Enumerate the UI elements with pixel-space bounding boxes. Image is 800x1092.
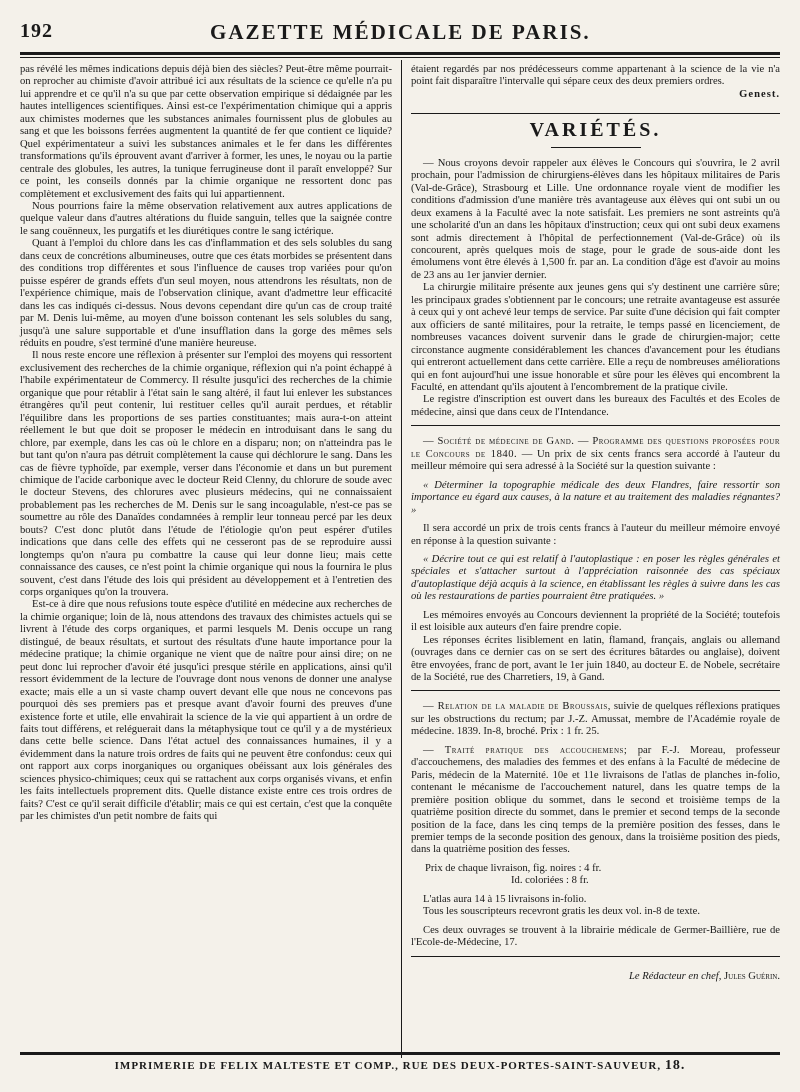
relation-heading: — Relation de la maladie de Broussais, bbox=[423, 701, 611, 713]
item-divider bbox=[411, 690, 780, 691]
contest-question-2: « Décrire tout ce qui est relatif à l'autoplastique : en poser les règles générales et spéciales et s'attacher surtout à l'appréciation raisonnée des cas spéciaux d'autoplastique déjà acquis à la science, en établissant les règles à suivre dans les cas où les restaurations de parties pourraient être pratiquées. » bbox=[411, 553, 780, 603]
right-column bbox=[411, 64, 780, 983]
title-underline bbox=[551, 147, 641, 148]
section-title: VARIÉTÉS. bbox=[529, 119, 662, 142]
editor-name: Jules Guérin. bbox=[724, 970, 780, 982]
column-divider bbox=[401, 60, 402, 1058]
societe-heading: — Société de médecine de Gand. — Programme des questions proposées pour le Concours de 1840. bbox=[411, 436, 780, 460]
news-paragraph: La chirurgie militaire présente aux jeunes gens qui s'y destinent une carrière sûre; les principaux grades s'obtiennent par le concours; une retraite avantageuse est assurée à ceux qui y ont achevé leur temps de service. Par suite d'une décision qui fait compter aux officiers de santé militaires, pour la retraite, le temps passé en licenciement, de nombreuses vacances doivent survenir dans le grade de chirurgien-major; cette circonstance augmente considérablement les chances d'avancement pour les étudians qui entreront actuellement dans cette carrière. Elle a reçu de nombreuses améliorations qui en font aujourd'hui une issue honorable et sûre pour les élèves qui encombrent la Faculté, en attendant qu'ils ajoutent à l'encombrement de la pratique civile. bbox=[411, 282, 780, 393]
traite-heading: — Traité pratique des accouchemens; bbox=[423, 744, 628, 756]
relation-text: suivie de quelques réflexions pratiques sur les obstructions du rectum; par J.-Z. Amussat, membre de l'Académie royale de médecine. 1839. In-8, broché. Prix : 1 fr. 25. bbox=[411, 701, 780, 738]
book-notice-traite bbox=[411, 745, 780, 857]
atlas-note: L'atlas aura 14 à 15 livraisons in-folio. bbox=[423, 893, 587, 905]
item-divider bbox=[411, 425, 780, 426]
page-header bbox=[20, 12, 780, 52]
journal-title: GAZETTE MÉDICALE DE PARIS. bbox=[210, 20, 591, 44]
article-paragraph: pas révélé les mêmes indications depuis déjà bien des siècles? Peut-être même pourrait-on reprocher au chimiste d'avoir attribué ici aux résultats de la science ce qu'elle n'a pu lui apprendre et ce qu'il n'a su que par cette observation empirique si dédaignée par les hautes intelligences scientifiques. Ainsi est-ce l'expérimentation chimique qui a appris aux chimistes modernes que les substances animales fournissent plus de globules au sang et que les boissons ferrées augmentent la quantité de fer que contient ce liquide? Quel expérimentateur a suivi les substances animales et le fer dans les différentes transformations qu'ils éprouvent avant d'arriver à former, les unes, le noyau ou la partie centrale des globules, les autres, la tunique ferrugineuse dont il paraît enveloppé? Sur ce point, les conseils donnés par la chimie organique ne ressortent donc pas complètement et exclusivement des faits qui lui appartiennent. bbox=[20, 64, 392, 200]
header-rule-thin bbox=[20, 57, 780, 58]
article-paragraph: Il nous reste encore une réflexion à présenter sur l'emploi des moyens qui ressortent exclusivement des recherches de la chimie organique, réflexion qui n'a point échappé à l'habile expérimentateur de Commercy. Il résulte jusqu'ici des recherches de la chimie organique que pour rétablir à l'état sain le sang altéré, il faut lui enlever les substances étrangères qu'il peut contenir, lui restituer celles qu'il aurait perdues, et rétablir l'équilibre dans les proportions de ses parties constituantes; mais aura-t-on atteint réellement le but que doit se proposer le médecin en introduisant dans le sang du chlore, par exemple, dans les cas où le chlore en a disparu; non; on n'atteindra pas le but tant qu'on n'aura pas détruit complètement la cause qui déchlorure le sang. Dans les cas de fièvre typhoïde, par exemple, verser dans l'économie et dans un but purement chimique de l'acide carbonique avec le docteur Reid Clenny, du chlorure de soude avec le docteur Stevens, des chlorures avec plusieurs médecins, qui ne connaissaient probablement pas les recherches de M. Denis sur le sang incoagulable, n'est-ce pas se soumettre au rôle des Danaïdes condamnées à remplir leur tonneau percé par les deux bouts? C'est donc plutôt dans l'étude de l'étiologie qu'on peut espérer d'utiles indications que dans celle des effets qui ne cesseront pas de se reproduire aussi longtemps qu'on n'aura pu combattre la cause qui leur donne lieu; mais cette connaissance des causes, ce n'est point la chimie organique qui nous la fournira le plus souvent, c'est dans l'étude des lois qui président au développement et à l'entretien des corps organiques qu'on la trouvera. bbox=[20, 350, 392, 599]
subscribers-note: Tous les souscripteurs recevront gratis les deux vol. in-8 de texte. bbox=[423, 906, 700, 918]
contest-rules-2: Les réponses écrites lisiblement en latin, flamand, français, anglais ou allemand (ouvrages dans ce dernier cas on se sert des écritures bâtardes ou anglaise), doivent être envoyées, franc de port, avant le 1er juin 1840, au docteur E. de Nobele, secrétaire de la Société, rue des Charretiers, 19, à Gand. bbox=[411, 634, 780, 684]
footer-rule bbox=[20, 1052, 780, 1055]
traite-text: par F.-J. Moreau, professeur d'accouchemens, des maladies des femmes et des enfans à la Faculté de médecine de Paris, médecin de la Maternité. 10e et 11e livraisons de l'atlas de planches in-folio, contenant le mécanisme de l'accouchement naturel, dans les quatre temps de la première position oblique du sommet, dans le second et troisième temps de la quatrième position directe du sommet, dans le premier et second temps de la seconde position de la face, dans les cinq temps de la première position des fesses, dans le premier temps de la seconde position des genoux, dans la troisième position des pieds, dans la quatrième position des fesses. bbox=[411, 744, 780, 856]
newspaper-page bbox=[20, 12, 780, 1082]
price-line-2: Id. coloriées : 8 fr. bbox=[511, 875, 589, 887]
article-paragraph: Est-ce à dire que nous refusions toute espèce d'utilité en médecine aux recherches de la chimie organique; loin de là, nous attendons des travaux des chimistes actuels qui se livrent à l'étude des corps organiques, et parmi lesquels M. Denis occupe un rang distingué, de beaux résultats, et surtout des résultats d'une haute importance pour la médecine pratique; la chimie organique ne vient que de naître pour ainsi dire; on ne peut donc lui reprocher d'avoir été jusqu'ici presque stérile en applications, ainsi qu'il ressort évidemment de la lecture de l'ouvrage dont nous venons de donner une analyse exacte; mais elle a un si vaste champ ouvert devant elle que nous ne concevons pas pourquoi dès ses premiers pas et presque avant d'avoir fourni des preuves d'une existence forte et utile, elle envahirait la science de la vie qui appartient à un ordre de faits tout différens, et reléguerait dans la métaphysique tout ce qu'il y a de mystérieux dans cette belle science. Dans l'état actuel des connaissances humaines, il y a évidemment dans la nature trois ordres de faits qui ne peuvent être confondus: ceux qui ont rapport aux corps inorganiques ou organiques obéissant aux lois générales des sciences physico-chimiques; ceux qui se rattachent aux corps organisés vivans, et enfin les faits intellectuels proprement dits. Quelle distance existe entre ces trois ordres de faits? C'est ce qu'il serait difficile d'établir; mais ce qui est certain, c'est que la conquête par les chimistes d'un petit nombre de faits qui bbox=[20, 599, 392, 823]
book-notice-relation bbox=[411, 701, 780, 738]
section-divider bbox=[411, 113, 780, 114]
editor-label: Le Rédacteur en chef, bbox=[629, 970, 722, 982]
header-rule bbox=[20, 52, 780, 55]
prize-text: Il sera accordé un prix de trois cents francs à l'auteur du meilleur mémoire envoyé en réponse à la question suivante : bbox=[411, 523, 780, 547]
imprint-text: IMPRIMERIE DE FELIX MALTESTE ET COMP., RUE DES DEUX-PORTES-SAINT-SAUVEUR, bbox=[114, 1060, 662, 1072]
author-signature: Genest. bbox=[739, 88, 780, 100]
contest-rules-1: Les mémoires envoyés au Concours deviennent la propriété de la Société; toutefois il est loisible aux auteurs d'en faire prendre copie. bbox=[411, 609, 780, 634]
news-paragraph: — Nous croyons devoir rappeler aux élèves le Concours qui s'ouvrira, le 2 avril prochain, pour l'admission de chirurgiens-élèves dans les hôpitaux militaires de Paris (Val-de-Grâce), Strasbourg et Lille. Une ordonnance royale vient de modifier les conditions d'admission d'une manière très avantageuse aux élèves qui ont subi un ou deux examens à la Faculté avec la note satisfait. Les premiers ne sont astreints qu'à une scholarité d'un an dans les hôpitaux d'instruction; ceux qui ont subi deux examens sont admis directement à l'hôpital de perfectionnement (Val-de-Grâce) où ils concourent, après quelques mois de stage, pour le grade de sous-aide dont les émolumens vont être élevés à 1,500 fr. par an. La condition d'âge est d'avoir au moins de 23 ans au 1er janvier dernier. bbox=[411, 157, 780, 281]
imprint-number: 18. bbox=[664, 1058, 686, 1073]
news-paragraph: Le registre d'inscription est ouvert dans les bureaux des Facultés et des Ecoles de médecine, ainsi que dans ceux de l'Intendance. bbox=[411, 394, 780, 418]
item-divider bbox=[411, 956, 780, 957]
printer-imprint bbox=[20, 1058, 780, 1074]
societe-notice bbox=[411, 436, 780, 473]
contest-question-1: « Déterminer la topographie médicale des deux Flandres, faire ressortir son importance eu égard aux causes, à la nature et au traitement des maladies régnantes? » bbox=[411, 479, 780, 516]
societe-text: — Un prix de six cents francs sera accordé à l'auteur du meilleur mémoire qui sera adressé à la Société sur la question suivante : bbox=[411, 448, 780, 473]
article-continuation: étaient regardés par nos prédécesseurs comme appartenant à la science de la vie n'a point fait disparaître l'intervalle qui sépare ceux des deux premiers ordres. bbox=[411, 64, 780, 88]
left-column bbox=[20, 64, 392, 824]
article-paragraph: Nous pourrions faire la même observation relativement aux autres applications de quelque valeur dans d'autres altérations du fluide sanguin, telles que la saignée contre le sang couënneux, les purgatifs et les diurétiques contre le sang ictérique. bbox=[20, 200, 392, 237]
page-number: 192 bbox=[20, 20, 53, 42]
bookshop-note: Ces deux ouvrages se trouvent à la librairie médicale de Germer-Baillière, rue de l'Ecole-de-Médecine, 17. bbox=[411, 924, 780, 949]
editor-credit bbox=[411, 971, 780, 983]
price-line-1: Prix de chaque livraison, fig. noires : 4 fr. bbox=[425, 862, 602, 874]
article-paragraph: Quant à l'emploi du chlore dans les cas d'inflammation et des sels solubles du sang dans ceux de concrétions albumineuses, outre que ces états morbides se présentent dans des conditions trop différentes et sous l'influence de causes trop variées pour qu'on puisse espérer de grands effets d'un seul moyen, nous attendrons les résultats, non de l'expérience chimique, mais de l'observation clinique, avant d'admettre leur efficacité dans les cas indiqués ci-dessus. Nous devons cependant dire qu'un cas de croup traité par M. Denis lui-même, au moyen d'une boisson contenant les sels solubles du sang, jusqu'à une salure supportable et d'une insufflation dans la gorge des mêmes sels réduits en poudre, s'est terminé d'une manière heureuse. bbox=[20, 238, 392, 349]
